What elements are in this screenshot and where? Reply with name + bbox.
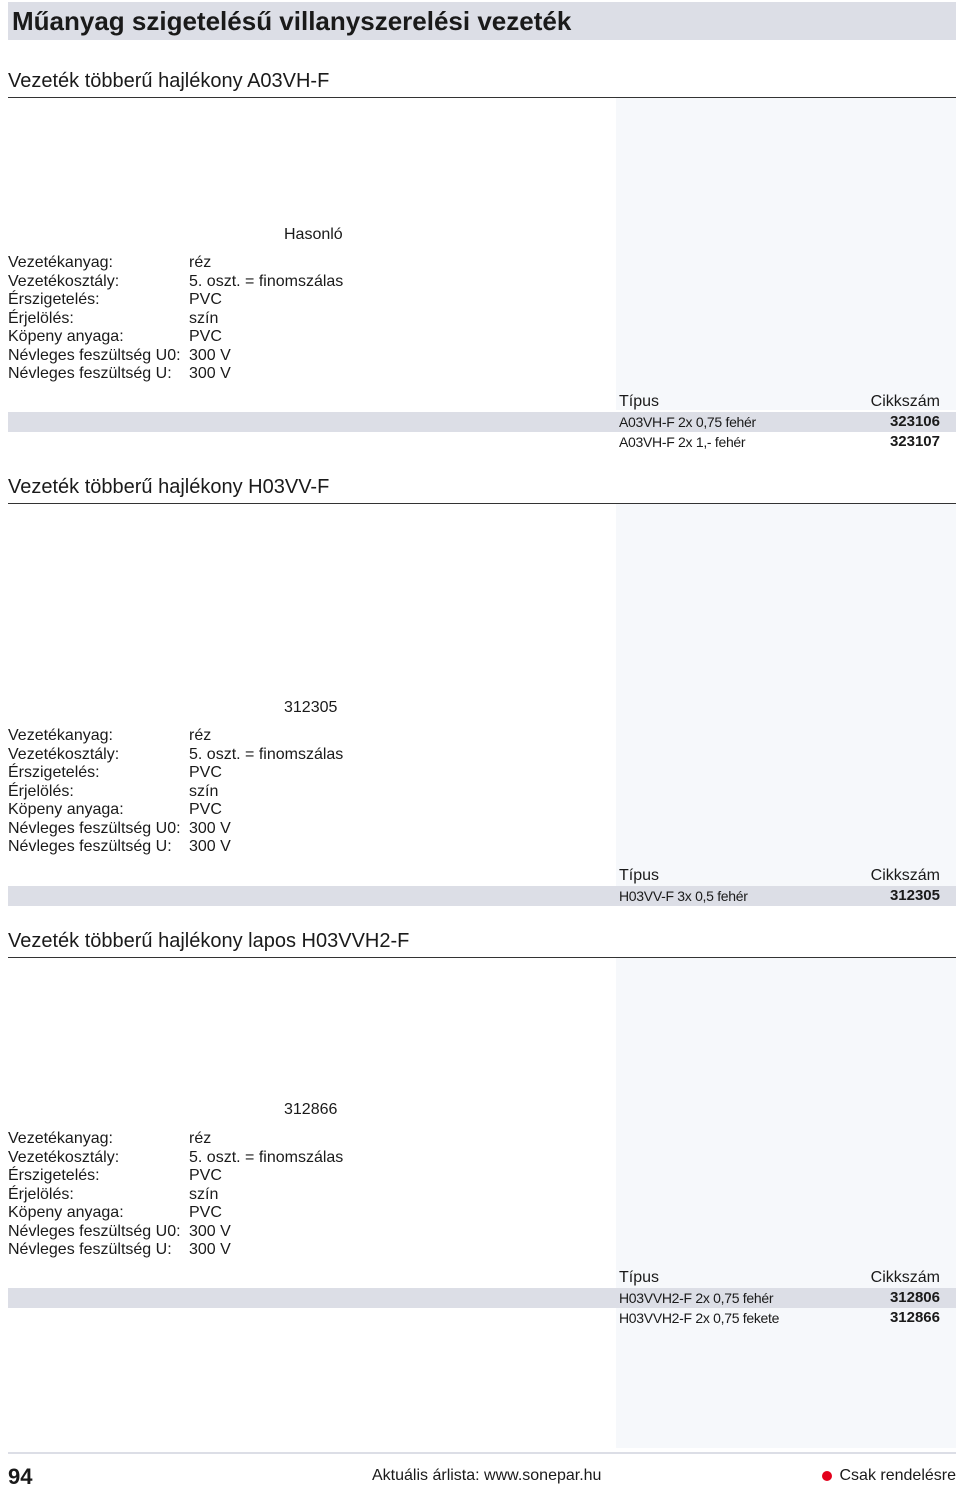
spec-row [8,1167,343,1186]
table-row[interactable] [8,1308,956,1328]
product-code: 323106 [889,413,940,430]
spec-row [8,727,343,746]
spec-value: szín [189,782,219,800]
column-header-code: Cikkszám [870,1269,940,1286]
spec-value: réz [189,1130,212,1147]
section-panel [616,98,956,410]
spec-label: Névleges feszültség U: [8,1241,172,1258]
spec-label: Vezetékanyag: [8,1130,113,1147]
section-panel [616,958,956,1448]
spec-label: Érjelölés: [8,1185,74,1203]
section-title: Vezeték többerű hajlékony A03VH-F [8,70,956,98]
spec-row [8,291,343,310]
table-row[interactable] [8,1288,956,1308]
product-type: A03VH-F 2x 0,75 fehér [619,414,756,430]
product-code: 312305 [889,887,940,904]
spec-label: Névleges feszültség U0: [8,346,181,364]
product-code: 312866 [889,1309,940,1326]
product-code: 312806 [889,1289,940,1306]
spec-value: 300 V [189,1222,231,1240]
page-title: Műanyag szigetelésű villanyszerelési vezeték [8,2,956,40]
spec-label: Köpeny anyaga: [8,328,124,345]
spec-row [8,310,343,329]
column-header-code: Cikkszám [870,393,940,410]
section-panel [616,504,956,886]
spec-list [8,727,343,857]
spec-value: réz [189,727,212,744]
related-badge: Hasonló [284,226,343,243]
spec-label: Érszigetelés: [8,764,100,781]
table-row[interactable] [8,412,956,432]
page-number: 94 [8,1464,33,1489]
spec-row [8,347,343,366]
product-type: H03VVH2-F 2x 0,75 fekete [619,1310,780,1326]
spec-label: Köpeny anyaga: [8,1204,124,1221]
spec-label: Érjelölés: [8,309,74,327]
spec-value: PVC [189,291,222,308]
spec-label: Vezetékosztály: [8,745,120,763]
spec-label: Névleges feszültség U: [8,838,172,855]
spec-row [8,273,343,292]
footer-note-text: Csak rendelésre [839,1467,956,1484]
spec-value: 5. oszt. = finomszálas [189,745,344,763]
spec-row [8,328,343,347]
spec-value: PVC [189,764,222,781]
column-header-code: Cikkszám [870,867,940,884]
table-header [8,1269,956,1289]
footer-divider [8,1452,956,1454]
spec-label: Érjelölés: [8,782,74,800]
spec-row [8,365,343,384]
column-header-type: Típus [619,1269,660,1286]
order-only-dot-icon [822,1471,832,1481]
spec-row [8,1130,343,1149]
spec-label: Vezetékosztály: [8,272,120,290]
spec-list [8,254,343,384]
product-type: H03VV-F 3x 0,5 fehér [619,888,748,904]
spec-row [8,1223,343,1242]
table-row[interactable] [8,432,956,452]
spec-label: Névleges feszültség U0: [8,819,181,837]
spec-value: 5. oszt. = finomszálas [189,272,344,290]
spec-row [8,820,343,839]
spec-row [8,838,343,857]
spec-value: szín [189,309,219,327]
product-type: A03VH-F 2x 1,- fehér [619,434,746,450]
related-badge: 312305 [284,699,338,716]
spec-label: Vezetékosztály: [8,1148,120,1166]
table-header [8,867,956,887]
table-row[interactable] [8,886,956,906]
column-header-type: Típus [619,867,660,884]
spec-value: réz [189,254,212,271]
spec-label: Vezetékanyag: [8,727,113,744]
product-code: 323107 [889,433,940,450]
related-badge: 312866 [284,1101,338,1118]
spec-row [8,1204,343,1223]
product-type: H03VVH2-F 2x 0,75 fehér [619,1290,774,1306]
spec-value: szín [189,1185,219,1203]
spec-label: Köpeny anyaga: [8,801,124,818]
spec-value: PVC [189,1167,222,1184]
spec-label: Vezetékanyag: [8,254,113,271]
column-header-type: Típus [619,393,660,410]
spec-row [8,1241,343,1260]
spec-value: PVC [189,328,222,345]
spec-value: 300 V [189,365,231,382]
spec-label: Névleges feszültség U: [8,365,172,382]
spec-row [8,1186,343,1205]
spec-value: PVC [189,1204,222,1221]
spec-label: Névleges feszültség U0: [8,1222,181,1240]
section-title: Vezeték többerű hajlékony H03VV-F [8,476,956,504]
spec-value: 5. oszt. = finomszálas [189,1148,344,1166]
spec-row [8,1149,343,1168]
spec-value: 300 V [189,838,231,855]
spec-value: 300 V [189,1241,231,1258]
spec-value: 300 V [189,819,231,837]
table-header [8,393,956,413]
footer-url-text[interactable]: Aktuális árlista: www.sonepar.hu [372,1467,602,1484]
spec-row [8,783,343,802]
spec-label: Érszigetelés: [8,291,100,308]
spec-value: PVC [189,801,222,818]
spec-row [8,254,343,273]
spec-list [8,1130,343,1260]
footer-note [822,1467,957,1485]
spec-row [8,764,343,783]
spec-label: Érszigetelés: [8,1167,100,1184]
spec-value: 300 V [189,346,231,364]
spec-row [8,746,343,765]
section-title: Vezeték többerű hajlékony lapos H03VVH2-F [8,930,956,958]
spec-row [8,801,343,820]
